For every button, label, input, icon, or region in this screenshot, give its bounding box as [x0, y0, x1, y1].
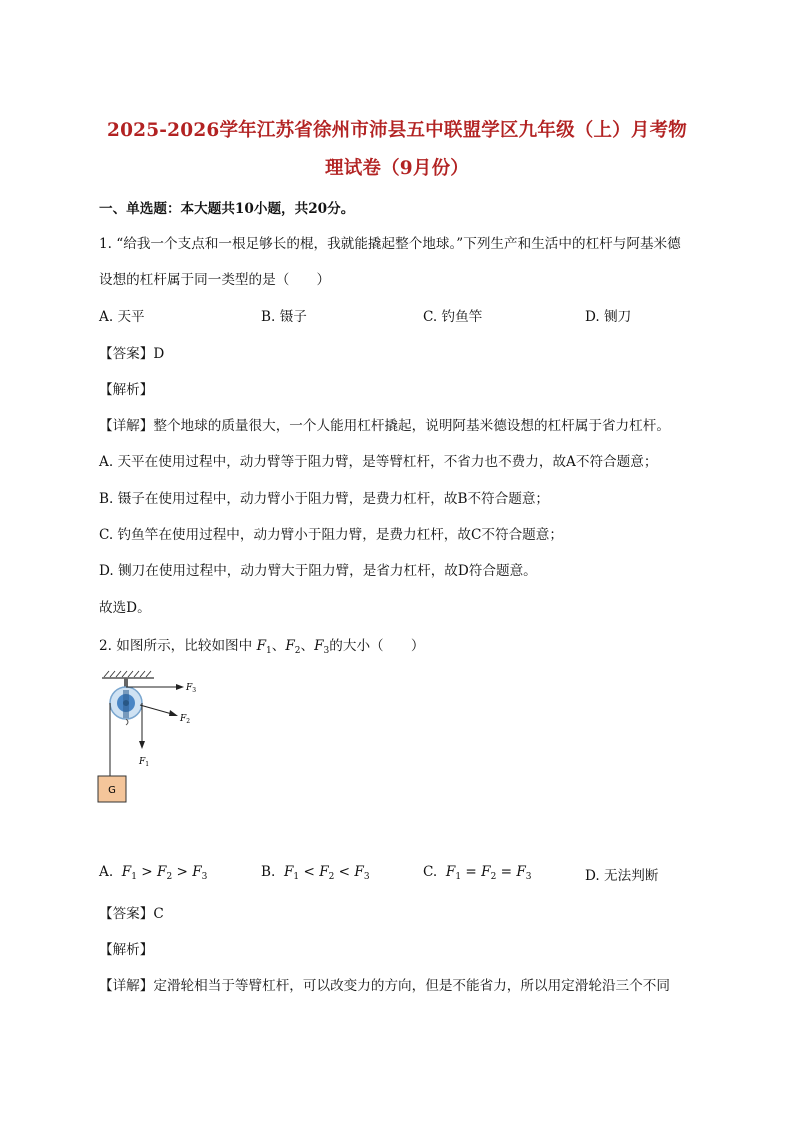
- q1-explain-c: C. 钓鱼竿在使用过程中，动力臂小于阻力臂，是费力杠杆，故C不符合题意；: [99, 527, 563, 543]
- ceiling-hatch: [104, 671, 151, 677]
- q2-stem-sep-2: 、: [300, 638, 315, 654]
- label-f3: $F_3$: [186, 683, 197, 694]
- q1-conclusion: 故选D。: [99, 600, 151, 616]
- q2-analysis-label: 【解析】: [99, 942, 154, 958]
- force-f3-arrowhead: [176, 684, 184, 690]
- q2-option-d: D. 无法判断: [585, 868, 659, 884]
- document-title-line-1: 2025-2026学年江苏省徐州市沛县五中联盟学区九年级（上）月考物: [107, 120, 687, 141]
- q1-explain-d: D. 铡刀在使用过程中，动力臂大于阻力臂，是省力杠杆，故D符合题意。: [99, 563, 537, 579]
- pulley-frame: [123, 690, 129, 718]
- q2-stem-post: 的大小（ ）: [329, 638, 425, 654]
- q1-option-d: D. 铡刀: [585, 309, 632, 325]
- label-f2: $F_2$: [180, 714, 191, 725]
- weight-label: G: [108, 785, 116, 796]
- q2-stem-f2: $F_2$: [285, 638, 301, 656]
- q1-analysis-label: 【解析】: [99, 382, 154, 398]
- force-f2-arrowhead: [169, 710, 178, 716]
- section-header: 一、单选题：本大题共10小题，共20分。: [99, 201, 355, 217]
- label-f1: $F_1$: [139, 757, 150, 768]
- q1-stem-line-1: 1. “给我一个支点和一根足够长的棍，我就能撬起整个地球。”下列生产和生活中的杠杆与阿基米德: [99, 236, 681, 252]
- pulley-diagram: [96, 668, 206, 808]
- q2-stem-pre: 2. 如图所示，比较如图中: [99, 638, 253, 654]
- q1-detail: 【详解】整个地球的质量很大，一个人能用杠杆撬起，说明阿基米德设想的杠杆属于省力杠杆。: [99, 418, 670, 434]
- q1-stem-line-2: 设想的杠杆属于同一类型的是（ ）: [99, 272, 331, 288]
- force-f1-arrowhead: [139, 741, 145, 749]
- pulley-hook: [126, 719, 128, 725]
- q1-option-a: A. 天平: [99, 309, 145, 325]
- q2-option-b: B. $F_1 < F_2 < F_3$: [261, 864, 370, 882]
- q1-answer: 【答案】D: [99, 346, 165, 362]
- q2-answer: 【答案】C: [99, 906, 164, 922]
- q1-explain-a: A. 天平在使用过程中，动力臂等于阻力臂，是等臂杠杆，不省力也不费力，故A不符合题意；: [99, 454, 658, 470]
- q1-option-b: B. 镊子: [261, 309, 307, 325]
- q2-stem-f3: $F_3$: [314, 638, 330, 656]
- force-f2-line: [140, 705, 172, 714]
- q2-detail: 【详解】定滑轮相当于等臂杠杆，可以改变力的方向，但是不能省力，所以用定滑轮沿三个不同: [99, 978, 670, 994]
- q2-option-a: A. $F_1 > F_2 > F_3$: [99, 864, 208, 882]
- q2-stem-f1: $F_1$: [256, 638, 272, 656]
- q2-option-c: C. $F_1 = F_2 = F_3$: [423, 864, 532, 882]
- q2-stem: [99, 634, 424, 656]
- q1-explain-b: B. 镊子在使用过程中，动力臂小于阻力臂，是费力杠杆，故B不符合题意；: [99, 491, 550, 507]
- q2-stem-sep-1: 、: [271, 638, 286, 654]
- document-title-line-2: 理试卷（9月份）: [325, 158, 469, 179]
- q1-option-c: C. 钓鱼竿: [423, 309, 483, 325]
